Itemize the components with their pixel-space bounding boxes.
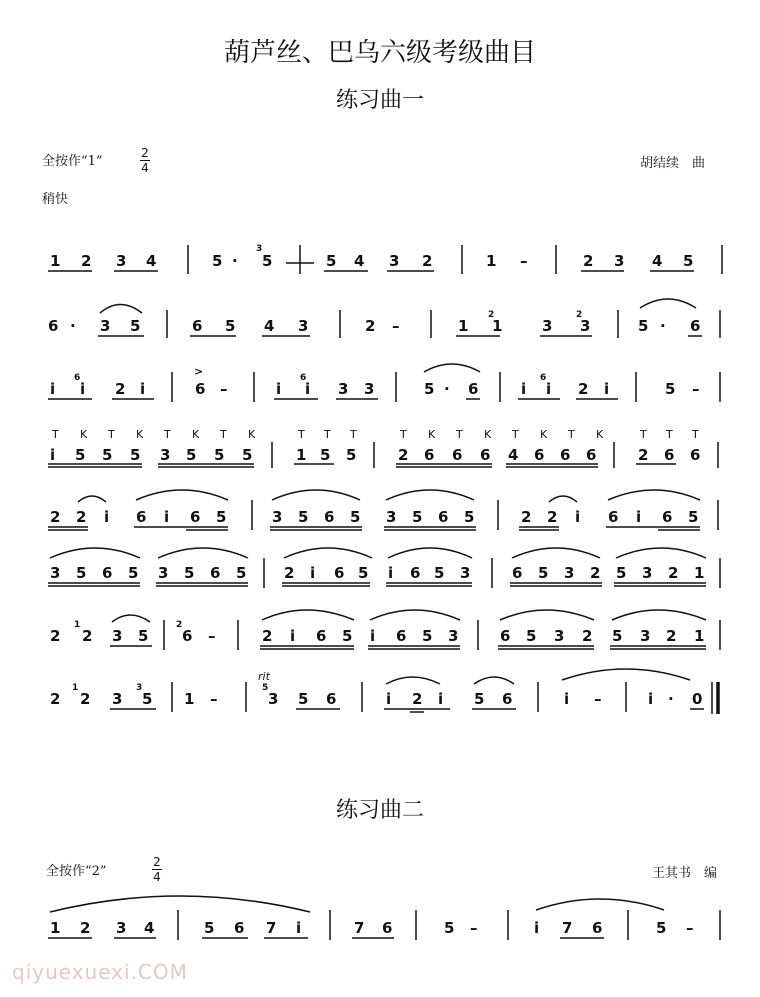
- svg-text:6: 6: [480, 446, 491, 464]
- tonguing-mark: T: [324, 428, 331, 441]
- svg-text:1: 1: [184, 690, 195, 708]
- svg-text:6: 6: [48, 317, 59, 335]
- svg-text:5: 5: [538, 564, 549, 582]
- svg-text:2: 2: [50, 508, 61, 526]
- fingering-1: 全按作“1”: [42, 154, 103, 169]
- row-7-lines: [110, 610, 720, 650]
- svg-text:3: 3: [50, 564, 61, 582]
- svg-text:i: i: [521, 380, 527, 398]
- tonguing-mark: K: [248, 428, 256, 441]
- svg-text:–: –: [470, 919, 478, 937]
- tonguing-mark: K: [80, 428, 88, 441]
- svg-text:3: 3: [160, 446, 171, 464]
- svg-text:6: 6: [326, 690, 337, 708]
- svg-text:1: 1: [50, 252, 61, 270]
- svg-text:3: 3: [268, 690, 279, 708]
- svg-text:5: 5: [225, 317, 236, 335]
- svg-text:i: i: [386, 690, 392, 708]
- svg-text:2: 2: [80, 690, 91, 708]
- svg-text:6: 6: [192, 317, 203, 335]
- svg-text:5: 5: [342, 627, 353, 645]
- composer-1: 胡结续 曲: [640, 156, 706, 171]
- tonguing-mark: T: [512, 428, 519, 441]
- svg-text:·: ·: [232, 252, 238, 270]
- tonguing-mark: K: [596, 428, 604, 441]
- tonguing-mark: K: [192, 428, 200, 441]
- svg-text:i: i: [564, 690, 570, 708]
- svg-text:3: 3: [100, 317, 111, 335]
- svg-text:6: 6: [410, 564, 421, 582]
- tonguing-mark: T: [52, 428, 59, 441]
- svg-text:5: 5: [298, 690, 309, 708]
- svg-text:3: 3: [542, 317, 553, 335]
- svg-text:2: 2: [50, 627, 61, 645]
- svg-text:5: 5: [186, 446, 197, 464]
- svg-text:·: ·: [660, 317, 666, 335]
- svg-text:5: 5: [320, 446, 331, 464]
- svg-text:3: 3: [272, 508, 283, 526]
- svg-text:3: 3: [116, 919, 127, 937]
- svg-text:3: 3: [460, 564, 471, 582]
- score-row-6: [50, 564, 704, 582]
- svg-text:i: i: [648, 690, 654, 708]
- svg-text:>: >: [194, 365, 204, 378]
- svg-text:i: i: [140, 380, 146, 398]
- svg-text:2: 2: [488, 310, 495, 320]
- svg-text:6: 6: [608, 508, 619, 526]
- svg-text:5: 5: [204, 919, 215, 937]
- svg-text:5: 5: [665, 380, 676, 398]
- svg-text:5: 5: [102, 446, 113, 464]
- svg-text:3: 3: [112, 627, 123, 645]
- svg-text:–: –: [594, 690, 602, 708]
- tonguing-mark: T: [164, 428, 171, 441]
- svg-text:6: 6: [234, 919, 245, 937]
- svg-text:5: 5: [142, 690, 153, 708]
- svg-text:3: 3: [640, 627, 651, 645]
- tonguing-mark: T: [350, 428, 357, 441]
- svg-text:i: i: [604, 380, 610, 398]
- svg-text:–: –: [686, 919, 694, 937]
- svg-text:5: 5: [464, 508, 475, 526]
- svg-text:6: 6: [424, 446, 435, 464]
- tonguing-mark: T: [220, 428, 227, 441]
- svg-text:i: i: [370, 627, 376, 645]
- svg-text:2: 2: [82, 627, 93, 645]
- svg-text:i: i: [164, 508, 170, 526]
- svg-text:i: i: [276, 380, 282, 398]
- svg-text:6: 6: [190, 508, 201, 526]
- svg-text:–: –: [208, 627, 216, 645]
- svg-text:0: 0: [692, 690, 703, 708]
- svg-text:5: 5: [216, 508, 227, 526]
- svg-text:5: 5: [638, 317, 649, 335]
- svg-text:6: 6: [690, 446, 701, 464]
- svg-text:3: 3: [448, 627, 459, 645]
- svg-text:2: 2: [547, 508, 558, 526]
- svg-text:1: 1: [492, 317, 503, 335]
- svg-text:3: 3: [580, 317, 591, 335]
- tonguing-mark: T: [456, 428, 463, 441]
- score-row-4: [50, 446, 700, 464]
- svg-text:i: i: [534, 919, 540, 937]
- svg-text:i: i: [310, 564, 316, 582]
- svg-text:3: 3: [386, 508, 397, 526]
- svg-text:2: 2: [422, 252, 433, 270]
- svg-text:6: 6: [300, 373, 307, 383]
- svg-text:5: 5: [184, 564, 195, 582]
- svg-text:5: 5: [656, 919, 667, 937]
- svg-text:2: 2: [576, 310, 583, 320]
- score-row-7: [50, 620, 704, 645]
- svg-text:6: 6: [502, 690, 513, 708]
- svg-text:5: 5: [474, 690, 485, 708]
- svg-text:6: 6: [690, 317, 701, 335]
- svg-text:6: 6: [102, 564, 113, 582]
- svg-text:3: 3: [112, 690, 123, 708]
- svg-text:–: –: [220, 380, 228, 398]
- svg-text:6: 6: [586, 446, 597, 464]
- svg-text:2: 2: [668, 564, 679, 582]
- svg-text:6: 6: [662, 508, 673, 526]
- svg-text:6: 6: [195, 380, 206, 398]
- svg-text:5: 5: [128, 564, 139, 582]
- svg-text:6: 6: [334, 564, 345, 582]
- svg-text:6: 6: [316, 627, 327, 645]
- svg-text:3: 3: [642, 564, 653, 582]
- svg-text:5: 5: [424, 380, 435, 398]
- svg-text:i: i: [80, 380, 86, 398]
- tonguing-mark: K: [136, 428, 144, 441]
- score-row-8: [50, 683, 702, 708]
- svg-text:6: 6: [136, 508, 147, 526]
- svg-text:5: 5: [412, 508, 423, 526]
- svg-text:2: 2: [521, 508, 532, 526]
- svg-text:5: 5: [138, 627, 149, 645]
- svg-text:3: 3: [298, 317, 309, 335]
- svg-text:4: 4: [264, 317, 275, 335]
- svg-text:2: 2: [398, 446, 409, 464]
- svg-text:5: 5: [444, 919, 455, 937]
- svg-text:3: 3: [116, 252, 127, 270]
- svg-text:i: i: [388, 564, 394, 582]
- score-row-5: [50, 508, 698, 526]
- svg-text:2: 2: [115, 380, 126, 398]
- tonguing-mark: T: [640, 428, 647, 441]
- svg-text:i: i: [305, 380, 311, 398]
- svg-text:2: 2: [365, 317, 376, 335]
- svg-text:·: ·: [668, 690, 674, 708]
- tonguing-mark: K: [540, 428, 548, 441]
- svg-text:2: 2: [412, 690, 423, 708]
- svg-text:2: 2: [76, 508, 87, 526]
- piece-title-1: 练习曲一: [335, 88, 424, 113]
- svg-text:4: 4: [144, 919, 155, 937]
- svg-text:4: 4: [652, 252, 663, 270]
- svg-text:3: 3: [614, 252, 625, 270]
- svg-text:3: 3: [338, 380, 349, 398]
- svg-text:·: ·: [444, 380, 450, 398]
- svg-text:5: 5: [326, 252, 337, 270]
- svg-text:6: 6: [382, 919, 393, 937]
- time-signature-2: [152, 856, 162, 883]
- svg-text:3: 3: [364, 380, 375, 398]
- svg-text:3: 3: [389, 252, 400, 270]
- svg-text:6: 6: [438, 508, 449, 526]
- svg-text:1: 1: [296, 446, 307, 464]
- svg-text:i: i: [296, 919, 302, 937]
- tonguing-mark: T: [692, 428, 699, 441]
- svg-text:5: 5: [298, 508, 309, 526]
- svg-text:4: 4: [146, 252, 157, 270]
- svg-text:3: 3: [564, 564, 575, 582]
- svg-text:1: 1: [694, 627, 705, 645]
- score-row-piece2: [50, 919, 694, 937]
- tonguing-mark: T: [666, 428, 673, 441]
- svg-text:5: 5: [262, 683, 269, 693]
- svg-text:7: 7: [562, 919, 573, 937]
- svg-text:3: 3: [158, 564, 169, 582]
- tonguing-row: [51, 428, 699, 441]
- svg-text:6: 6: [182, 627, 193, 645]
- svg-text:2: 2: [262, 627, 273, 645]
- svg-text:2: 2: [81, 252, 92, 270]
- row-3-lines: [48, 364, 720, 402]
- svg-text:6: 6: [664, 446, 675, 464]
- svg-text:2: 2: [638, 446, 649, 464]
- svg-text:6: 6: [500, 627, 511, 645]
- svg-text:3: 3: [256, 244, 263, 254]
- svg-text:5: 5: [612, 627, 623, 645]
- score-row-2: [48, 310, 700, 335]
- svg-text:i: i: [104, 508, 110, 526]
- svg-text:5: 5: [350, 508, 361, 526]
- composer-2: 王其书 编: [652, 866, 718, 881]
- time-top: 2: [153, 855, 161, 869]
- svg-text:6: 6: [512, 564, 523, 582]
- svg-text:–: –: [392, 317, 400, 335]
- svg-text:1: 1: [694, 564, 705, 582]
- svg-text:2: 2: [666, 627, 677, 645]
- svg-text:·: ·: [70, 317, 76, 335]
- score-row-3: [50, 365, 700, 398]
- svg-text:5: 5: [75, 446, 86, 464]
- svg-text:7: 7: [266, 919, 277, 937]
- tonguing-mark: T: [568, 428, 575, 441]
- tonguing-mark: T: [298, 428, 305, 441]
- svg-text:i: i: [50, 380, 56, 398]
- svg-text:6: 6: [534, 446, 545, 464]
- svg-text:6: 6: [210, 564, 221, 582]
- svg-text:5: 5: [683, 252, 694, 270]
- svg-text:5: 5: [616, 564, 627, 582]
- svg-text:–: –: [520, 252, 528, 270]
- svg-text:6: 6: [560, 446, 571, 464]
- svg-text:2: 2: [583, 252, 594, 270]
- tempo-marking: 稍快: [42, 192, 69, 207]
- svg-text:6: 6: [396, 627, 407, 645]
- svg-text:6: 6: [468, 380, 479, 398]
- page-title: 葫芦丝、巴乌六级考级曲目: [223, 38, 536, 68]
- svg-text:6: 6: [540, 373, 547, 383]
- svg-text:2: 2: [50, 690, 61, 708]
- svg-text:5: 5: [212, 252, 223, 270]
- time-top: 2: [141, 146, 149, 160]
- watermark: qiyuexuexi.COM: [12, 960, 188, 984]
- svg-text:5: 5: [242, 446, 253, 464]
- svg-text:–: –: [210, 690, 218, 708]
- svg-text:1: 1: [72, 683, 79, 693]
- tonguing-mark: K: [428, 428, 436, 441]
- svg-text:5: 5: [434, 564, 445, 582]
- svg-text:i: i: [438, 690, 444, 708]
- tonguing-mark: T: [400, 428, 407, 441]
- svg-text:5: 5: [526, 627, 537, 645]
- piece-title-2: 练习曲二: [335, 798, 424, 823]
- time-bottom: 4: [153, 870, 161, 884]
- svg-text:6: 6: [324, 508, 335, 526]
- fingering-2: 全按作“2”: [46, 864, 107, 879]
- svg-text:1: 1: [458, 317, 469, 335]
- svg-text:1: 1: [74, 620, 81, 630]
- svg-text:5: 5: [358, 564, 369, 582]
- svg-text:5: 5: [688, 508, 699, 526]
- svg-text:1: 1: [486, 252, 497, 270]
- svg-text:6: 6: [452, 446, 463, 464]
- svg-text:5: 5: [422, 627, 433, 645]
- svg-text:5: 5: [262, 252, 273, 270]
- svg-text:2: 2: [590, 564, 601, 582]
- svg-text:5: 5: [130, 446, 141, 464]
- svg-text:2: 2: [582, 627, 593, 645]
- tonguing-mark: T: [108, 428, 115, 441]
- svg-text:5: 5: [76, 564, 87, 582]
- svg-text:3: 3: [136, 683, 143, 693]
- row-4-lines: [48, 442, 718, 468]
- svg-text:i: i: [290, 627, 296, 645]
- svg-text:2: 2: [176, 620, 183, 630]
- svg-text:i: i: [50, 446, 56, 464]
- score-row-1: [50, 244, 693, 270]
- svg-text:5: 5: [346, 446, 357, 464]
- svg-text:5: 5: [214, 446, 225, 464]
- svg-text:5: 5: [130, 317, 141, 335]
- svg-text:3: 3: [554, 627, 565, 645]
- svg-text:–: –: [692, 380, 700, 398]
- svg-text:6: 6: [74, 373, 81, 383]
- svg-text:i: i: [636, 508, 642, 526]
- svg-text:2: 2: [80, 919, 91, 937]
- rit-marking: rit: [258, 670, 270, 683]
- svg-text:4: 4: [354, 252, 365, 270]
- svg-text:4: 4: [508, 446, 519, 464]
- svg-text:5: 5: [236, 564, 247, 582]
- tonguing-mark: K: [484, 428, 492, 441]
- svg-text:i: i: [546, 380, 552, 398]
- svg-text:1: 1: [50, 919, 61, 937]
- svg-text:2: 2: [578, 380, 589, 398]
- svg-text:7: 7: [354, 919, 365, 937]
- time-bottom: 4: [141, 161, 149, 175]
- svg-text:i: i: [575, 508, 581, 526]
- svg-text:6: 6: [592, 919, 603, 937]
- svg-text:2: 2: [284, 564, 295, 582]
